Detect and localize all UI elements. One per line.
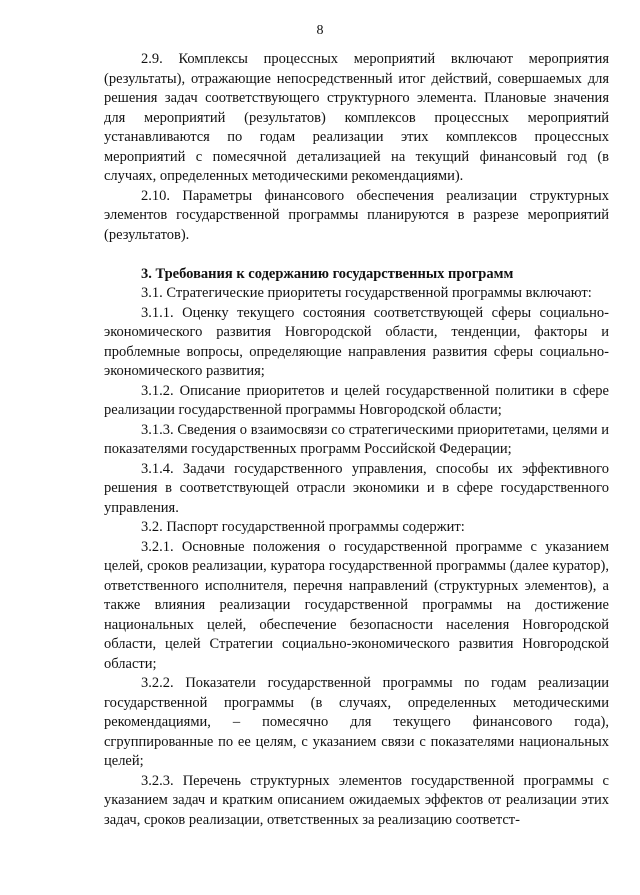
section-heading-3: 3. Требования к содержанию государственных программ [141, 265, 514, 282]
paragraph-3-2: 3.2. Паспорт государственной программы содержит: [141, 519, 465, 535]
paragraph-2-9: 2.9. Комплексы процессных мероприятий включают мероприятия (результаты), отражающие непосредственный итог действий, совершаемых для решения задач соответствующего структурного элемента. Плановые значения для мероприятий (результатов) комплексов процессных мероприятий устанавливаются по годам реализации этих комплексов процессных мероприятий с помесячной детализацией на текущий финансовый год (в случаях, определенных методическими рекомендациями). [104, 51, 609, 184]
paragraph-3-1-2: 3.1.2. Описание приоритетов и целей государственной политики в сфере реализации государственной программы Новгородской области; [104, 382, 609, 418]
paragraph-3-2-3: 3.2.3. Перечень структурных элементов государственной программы с указанием задач и кратким описанием ожидаемых эффектов от реализации этих задач, сроков реализации, ответственных за реализацию соответст- [104, 772, 609, 828]
paragraph-3-1-4: 3.1.4. Задачи государственного управления, способы их эффективного решения в соответствующей отрасли экономики и в сфере государственного управления. [104, 460, 609, 516]
paragraph-3-2-2: 3.2.2. Показатели государственной программы по годам реализации государственной программы (в случаях, определенных методическими рекомендациями, – помесячно для текущего финансового года), сгруппированные по ее целям, с указанием связи с показателями национальных целей; [104, 675, 609, 769]
page-number: 8 [316, 23, 324, 38]
paragraph-3-1-1: 3.1.1. Оценку текущего состояния соответствующей сферы социально-экономического развития Новгородской области, тенденции, факторы и проблемные вопросы, определяющие направления развития сферы социально-экономического развития; [104, 304, 609, 379]
paragraph-3-1-3: 3.1.3. Сведения о взаимосвязи со стратегическими приоритетами, целями и показателями государственных программ Российской Федерации; [104, 421, 609, 457]
document-body [104, 50, 609, 830]
paragraph-3-2-1: 3.2.1. Основные положения о государственной программе с указанием целей, сроков реализации, куратора государственной программы (далее куратор), ответственного исполнителя, перечня направлений (структурных элементов), а также влияния реализации государственной программы на достижение национальных целей, обеспечение безопасности населения Новгородской области, целей Стратегии социально-экономического развития Новгородской области; [104, 538, 609, 672]
paragraph-3-1: 3.1. Стратегические приоритеты государственной программы включают: [141, 285, 592, 301]
paragraph-2-10: 2.10. Параметры финансового обеспечения реализации структурных элементов государственной программы планируются в разрезе мероприятий (результатов). [104, 187, 609, 243]
